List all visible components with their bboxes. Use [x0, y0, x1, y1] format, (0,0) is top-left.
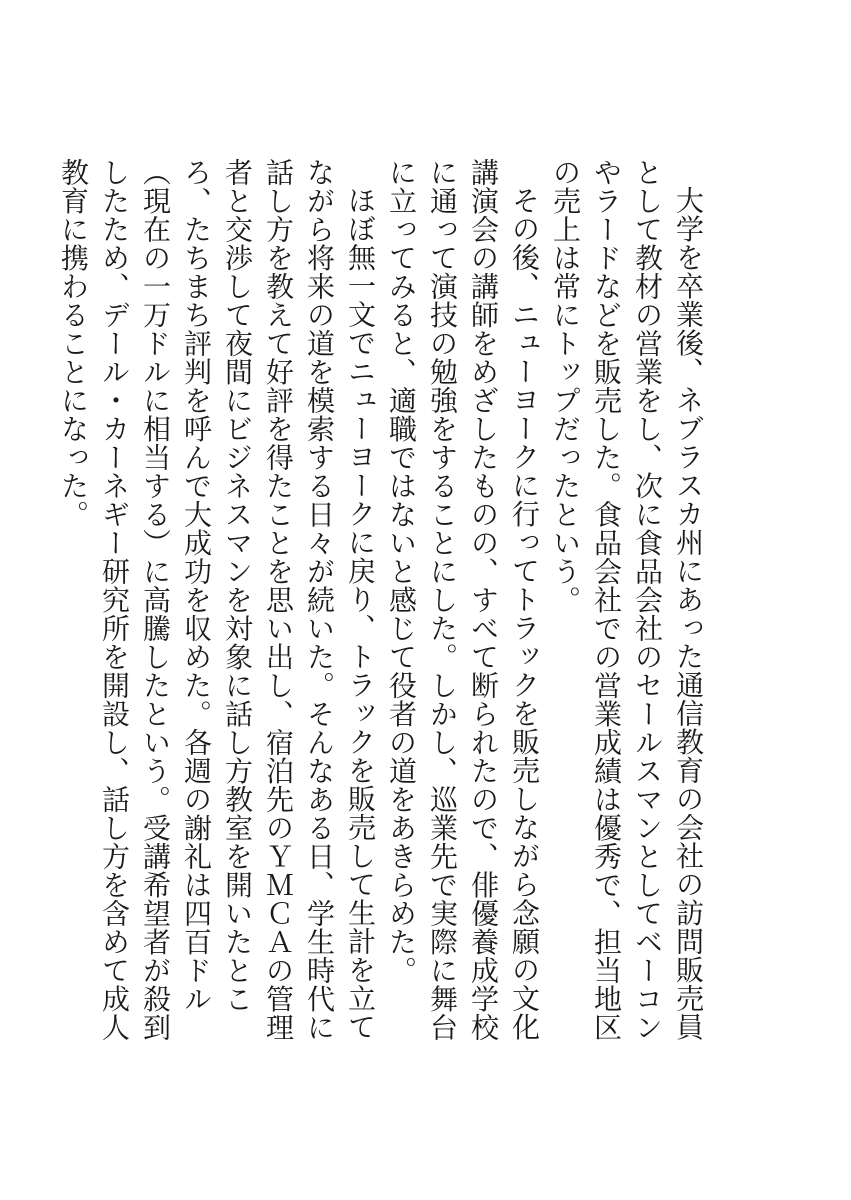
paragraph-2: その後、ニューヨークに行ってトラックを販売しながら念願の文化講演会の講師をめざしたものの、すべて断られたので、俳優養成学校に通って演技の勉強をすることにした。しかし、巡業先で実際に舞台に立ってみると、適職ではないと感じて役者の道をあきらめた。	[385, 158, 541, 1042]
paragraph-1: 大学を卒業後、ネブラスカ州にあった通信教育の会社の訪問販売員として教材の営業をし、次に食品会社のセールスマンとしてベーコンやラードなどを販売した。食品会社での営業成績は優秀で、担当地区の売上は常にトップだったという。	[549, 158, 705, 1042]
paragraph-3: ほぼ無一文でニューヨークに戻り、トラックを販売して生計を立てながら将来の道を模索する日々が続いた。そんなある日、学生時代に話し方を教えて好評を得たことを思い出し、宿泊先のＹＭＣＡの管理者と交渉して夜間にビジネスマンを対象に話し方教室を開いたところ、たちまち評判を呼んで大成功を収めた。各週の謝礼は四百ドル（現在の一万ドルに相当する）に高騰したという。受講希望者が殺到したため、デール・カーネギー研究所を開設し、話し方を含めて成人教育に携わることになった。	[57, 158, 377, 1042]
vertical-text-body	[53, 158, 709, 1058]
